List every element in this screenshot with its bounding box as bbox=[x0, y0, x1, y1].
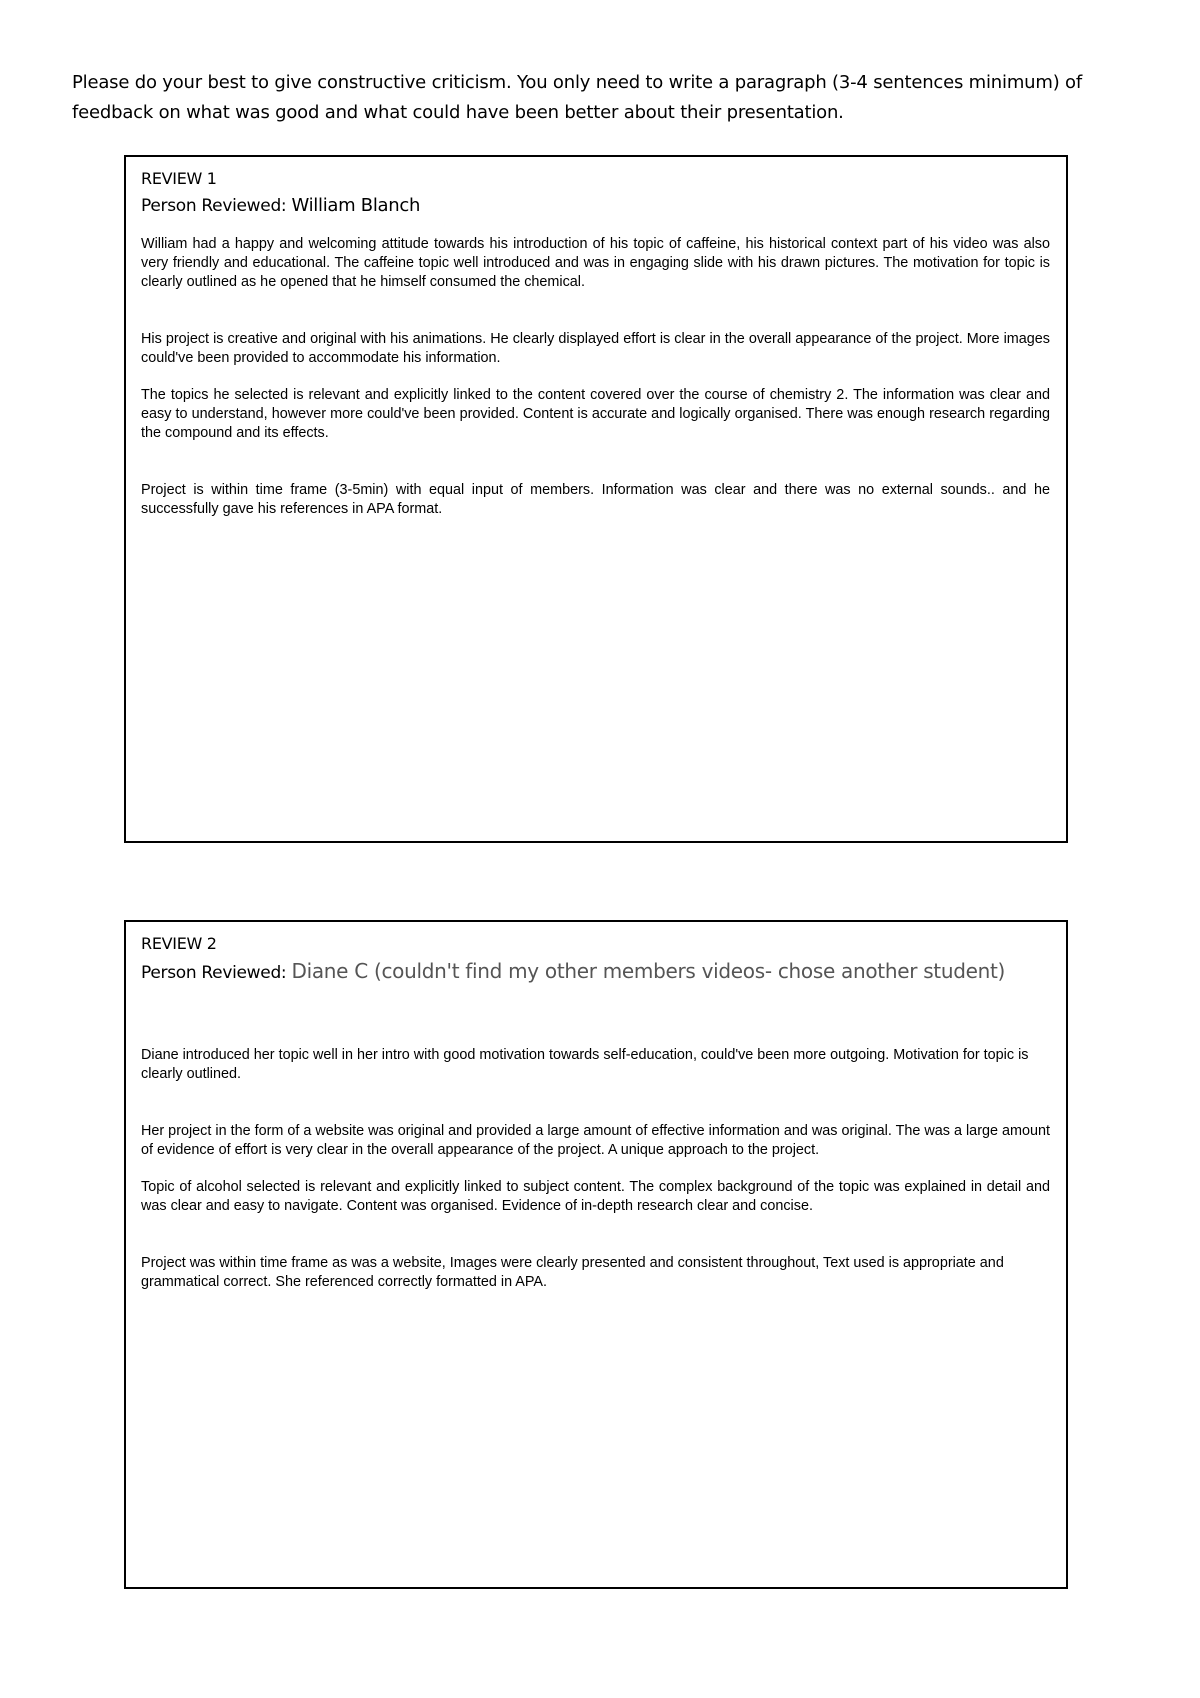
review-box-1 bbox=[124, 155, 1068, 843]
person-reviewed-line bbox=[141, 956, 1050, 988]
person-reviewed-name: Diane C (couldn't find my other members videos- chose another student) bbox=[291, 959, 1006, 983]
review-paragraph: Project is within time frame (3-5min) with equal input of members. Information was clear and there was no external sounds.. and he successfully gave his references in APA format. bbox=[141, 482, 1050, 517]
person-reviewed-name: William Blanch bbox=[291, 195, 421, 216]
review-paragraph: Topic of alcohol selected is relevant and explicitly linked to subject content. The complex background of the topic was explained in detail and was clear and easy to navigate. Content was organised. Evidence of in-depth research clear and concise. bbox=[141, 1179, 1050, 1214]
review-paragraph: Her project in the form of a website was original and provided a large amount of effective information and was original. The was a large amount of evidence of effort is very clear in the overall appearance of the project. A unique approach to the project. bbox=[141, 1123, 1050, 1158]
review-heading: REVIEW 1 bbox=[141, 169, 217, 188]
review-paragraph: Project was within time frame as was a website, Images were clearly presented and consistent throughout, Text used is appropriate and grammatical correct. She referenced correctly formatted in APA. bbox=[141, 1255, 1004, 1290]
review-paragraph: Diane introduced her topic well in her intro with good motivation towards self-education, could've been more outgoing. Motivation for topic is clearly outlined. bbox=[141, 1047, 1029, 1082]
review-heading: REVIEW 2 bbox=[141, 934, 217, 953]
person-reviewed-line bbox=[141, 191, 1050, 221]
instructions-text: Please do your best to give constructive criticism. You only need to write a paragraph (3-4 sentences minimum) of feedback on what was good and what could have been better about their presentation. bbox=[72, 72, 1082, 123]
review-paragraph: His project is creative and original with his animations. He clearly displayed effort is clear in the overall appearance of the project. More images could've been provided to accommodate his information. bbox=[141, 331, 1050, 366]
review-paragraph: The topics he selected is relevant and explicitly linked to the content covered over the course of chemistry 2. The information was clear and easy to understand, however more could've been provided. Content is accurate and logically organised. There was enough research regarding the compound and its effects. bbox=[141, 387, 1050, 441]
review-paragraph: William had a happy and welcoming attitude towards his introduction of his topic of caffeine, his historical context part of his video was also very friendly and educational. The caffeine topic well introduced and was in engaging slide with his drawn pictures. The motivation for topic is clearly outlined as he opened that he himself consumed the chemical. bbox=[141, 236, 1050, 290]
person-reviewed-label: Person Reviewed: bbox=[141, 196, 287, 216]
review-box-2 bbox=[124, 920, 1068, 1589]
person-reviewed-label: Person Reviewed: bbox=[141, 963, 287, 983]
